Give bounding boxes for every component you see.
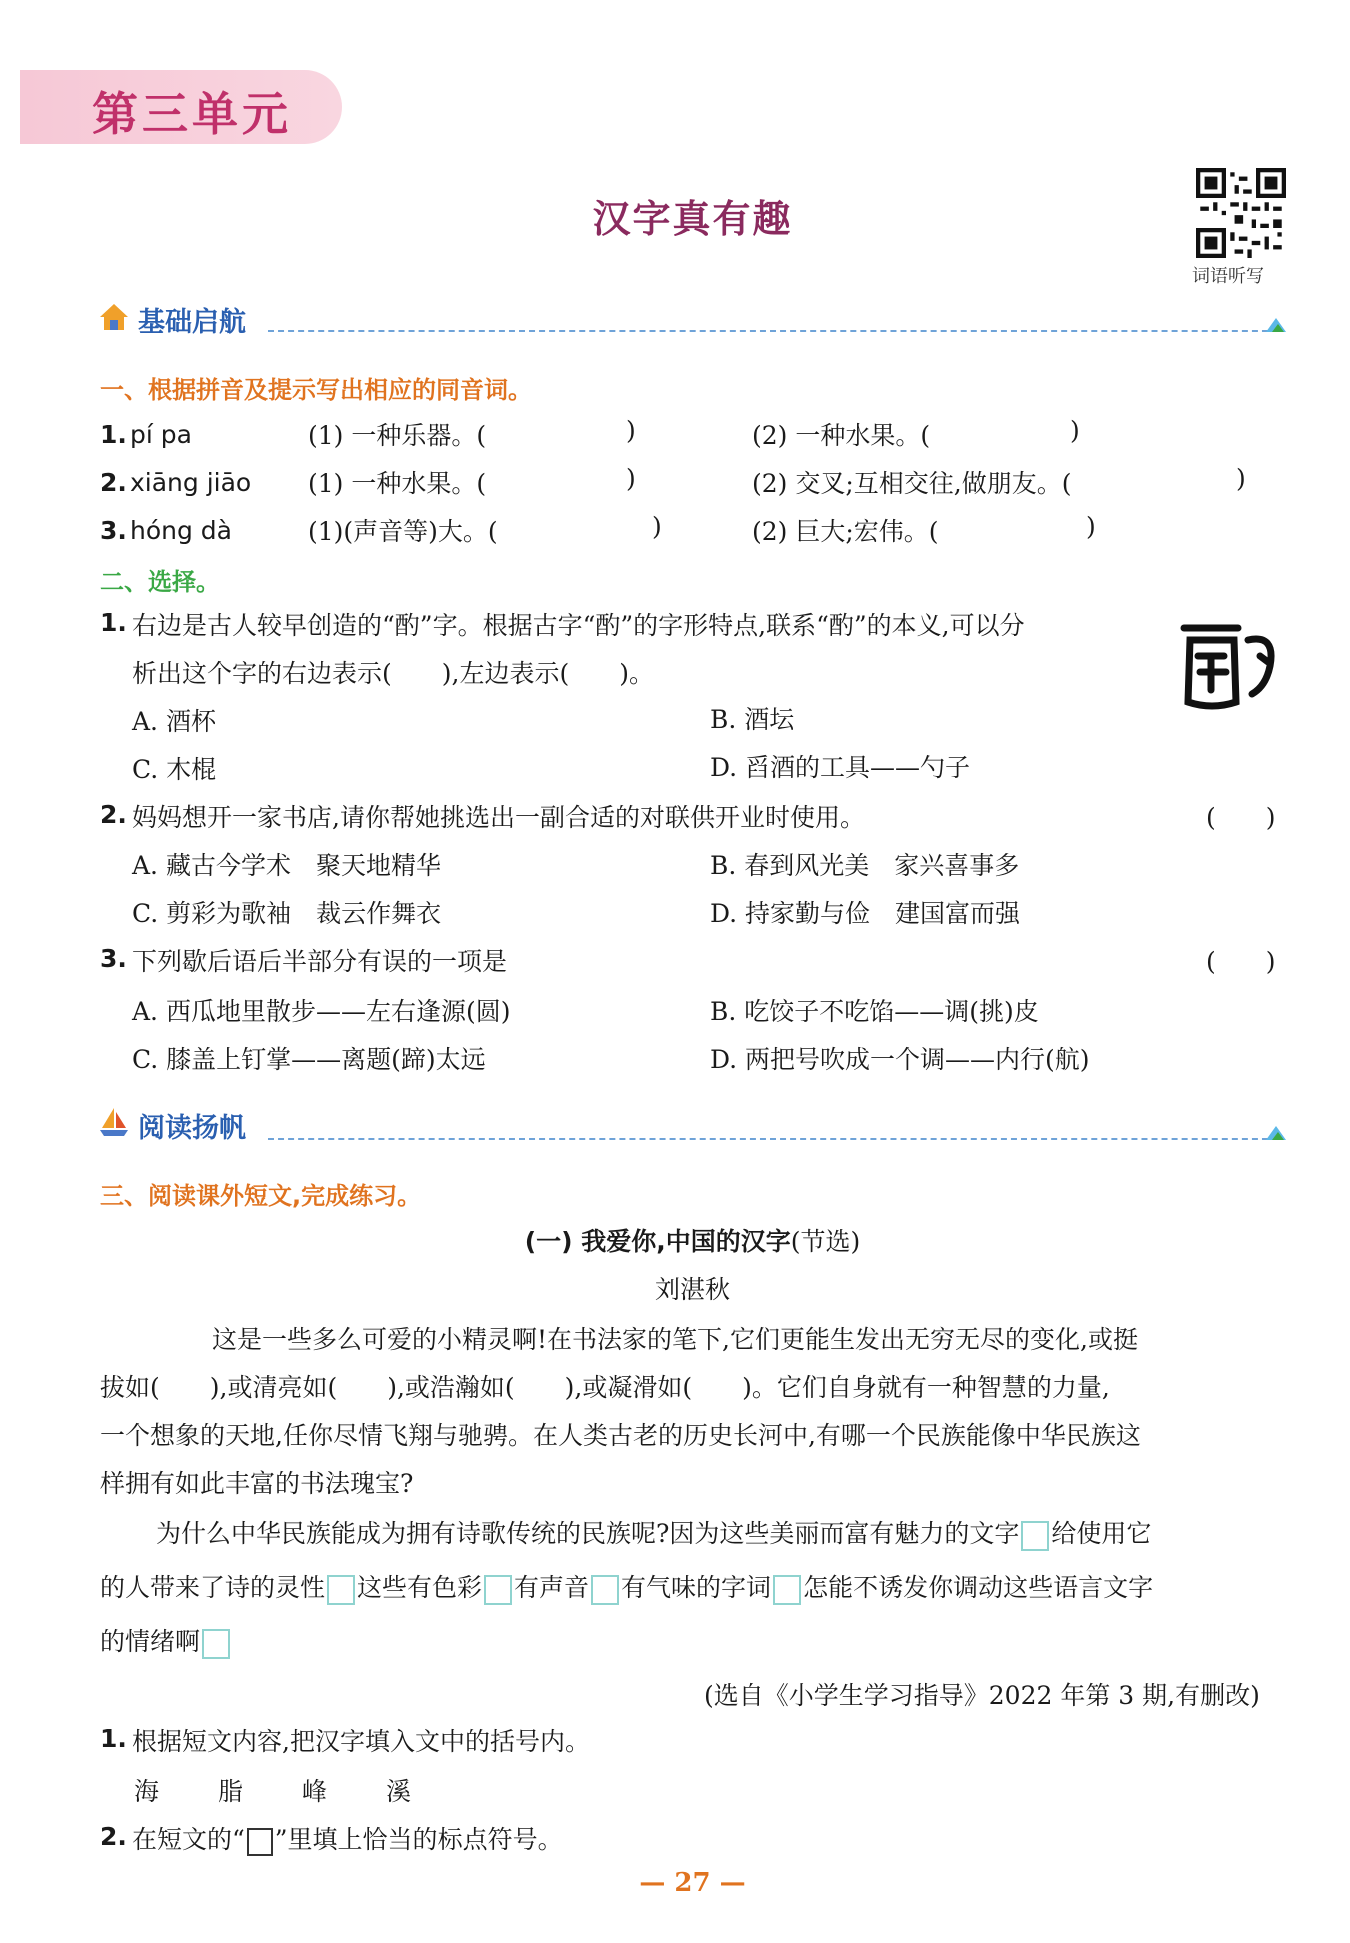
q-number: 1. — [100, 1724, 127, 1753]
lesson-title: 汉字真有趣 — [592, 197, 793, 241]
qr-code-icon[interactable] — [1196, 168, 1286, 258]
option-a[interactable]: A. 藏古今学术 聚天地精华 — [132, 851, 441, 880]
answer-bracket-end: ) — [652, 512, 662, 541]
punctuation-box[interactable] — [1021, 1521, 1049, 1551]
option-a[interactable]: A. 酒杯 — [132, 707, 216, 736]
punctuation-box[interactable] — [484, 1575, 512, 1605]
option-d[interactable]: D. 持家勤与俭 建国富而强 — [710, 899, 1021, 928]
passage-text: 这些有色彩 — [357, 1573, 483, 1602]
item-text: (1) 一种水果。( — [308, 469, 487, 498]
option-b[interactable]: B. 酒坛 — [710, 705, 795, 734]
section-reading-title: 阅读扬帆 — [138, 1113, 246, 1144]
passage-note: (节选) — [790, 1227, 861, 1256]
answer-bracket-end: ) — [1236, 464, 1246, 493]
pinyin: pí pa — [130, 420, 192, 449]
passage-text: 有气味的字词 — [621, 1573, 772, 1602]
page-number: — 27 — — [639, 1868, 746, 1898]
passage-line: 拔如( ),或清亮如( ),或浩瀚如( ),或凝滑如( )。它们自身就有一种智慧的力量, — [100, 1373, 1110, 1402]
item-text: (2) 交叉;互相交往,做朋友。( — [752, 469, 1072, 498]
passage-line — [100, 1622, 232, 1659]
q-number: 2. — [100, 468, 127, 497]
q-number: 2. — [100, 1822, 127, 1851]
part3-heading: 三、阅读课外短文,完成练习。 — [100, 1182, 422, 1210]
punctuation-box[interactable] — [591, 1575, 619, 1605]
option-b[interactable]: B. 吃饺子不吃馅——调(挑)皮 — [710, 997, 1039, 1026]
option-d[interactable]: D. 两把号吹成一个调——内行(航) — [710, 1045, 1090, 1074]
punctuation-box[interactable] — [327, 1575, 355, 1605]
pinyin: hóng dà — [130, 516, 232, 545]
answer-bracket-end: ) — [1086, 512, 1096, 541]
passage-line: 这是一些多么可爱的小精灵啊!在书法家的笔下,它们更能生发出无穷无尽的变化,或挺 — [212, 1325, 1138, 1354]
word-option: 海 — [134, 1777, 160, 1806]
sailboat-icon — [98, 1106, 130, 1138]
passage-text: 有声音 — [514, 1573, 590, 1602]
option-a[interactable]: A. 西瓜地里散步——左右逢源(圆) — [132, 997, 511, 1026]
passage-line: 一个想象的天地,任你尽情飞翔与驰骋。在人类古老的历史长河中,有哪一个民族能像中华民族这 — [100, 1421, 1141, 1450]
q-number: 1. — [100, 420, 127, 449]
option-c[interactable]: C. 膝盖上钉掌——离题(蹄)太远 — [132, 1045, 486, 1074]
question-text: 析出这个字的右边表示( ),左边表示( )。 — [132, 659, 654, 688]
answer-bracket-end: ) — [626, 416, 636, 445]
item-text: (1) 一种乐器。( — [308, 421, 487, 450]
answer-bracket[interactable]: ( ) — [1206, 803, 1276, 832]
passage-line — [100, 1568, 1153, 1605]
answer-bracket-end: ) — [626, 464, 636, 493]
option-c[interactable]: C. 剪彩为歌袖 裁云作舞衣 — [132, 899, 442, 928]
option-d[interactable]: D. 舀酒的工具——勺子 — [710, 753, 971, 782]
q-number: 3. — [100, 944, 127, 973]
part1-heading: 一、根据拼音及提示写出相应的同音词。 — [100, 376, 532, 404]
question-text-part: 在短文的“ — [132, 1825, 245, 1854]
passage-text: 为什么中华民族能成为拥有诗歌传统的民族呢?因为这些美丽而富有魅力的文字 — [156, 1519, 1020, 1548]
unit-label: 第三单元 — [92, 87, 292, 141]
option-c[interactable]: C. 木棍 — [132, 755, 217, 784]
house-icon — [98, 302, 130, 332]
answer-bracket[interactable]: ( ) — [1206, 947, 1276, 976]
sail-tip-icon — [1264, 1122, 1288, 1142]
passage-text: 给使用它 — [1051, 1519, 1152, 1548]
blank-box-icon — [247, 1828, 273, 1856]
passage-text: 的人带来了诗的灵性 — [100, 1573, 326, 1602]
item-text: (1)(声音等)大。( — [308, 517, 498, 546]
item-text: (2) 一种水果。( — [752, 421, 931, 450]
passage-text: 的情绪啊 — [100, 1627, 201, 1656]
section-divider — [268, 330, 1278, 332]
item-text: (2) 巨大;宏伟。( — [752, 517, 939, 546]
pinyin: xiāng jiāo — [130, 468, 252, 497]
qr-label: 词语听写 — [1192, 266, 1264, 287]
word-option: 峰 — [302, 1777, 328, 1806]
passage-title-line — [0, 1222, 1350, 1258]
answer-bracket-end: ) — [1070, 416, 1080, 445]
question-text: 下列歇后语后半部分有误的一项是 — [132, 947, 508, 976]
sail-tip-icon — [1264, 314, 1288, 334]
punctuation-box[interactable] — [202, 1629, 230, 1659]
word-option: 溪 — [386, 1777, 412, 1806]
question-text: 妈妈想开一家书店,请你帮她挑选出一副合适的对联供开业时使用。 — [132, 803, 865, 832]
question-text — [132, 1820, 563, 1856]
q-number: 3. — [100, 516, 127, 545]
question-text-part: ”里填上恰当的标点符号。 — [274, 1825, 563, 1854]
q-number: 2. — [100, 800, 127, 829]
punctuation-box[interactable] — [773, 1575, 801, 1605]
section-basics-title: 基础启航 — [138, 307, 246, 338]
passage-line — [156, 1514, 1151, 1551]
question-text: 右边是古人较早创造的“酌”字。根据古字“酌”的字形特点,联系“酌”的本义,可以分 — [132, 611, 1025, 640]
passage-author: 刘湛秋 — [654, 1275, 730, 1304]
q-number: 1. — [100, 608, 127, 637]
passage-text: 怎能不诱发你调动这些语言文字 — [803, 1573, 1154, 1602]
part2-heading: 二、选择。 — [100, 568, 220, 596]
passage-source: (选自《小学生学习指导》2022 年第 3 期,有删改) — [704, 1681, 1260, 1710]
section-divider — [268, 1138, 1278, 1140]
passage-line: 样拥有如此丰富的书法瑰宝? — [100, 1469, 414, 1498]
option-b[interactable]: B. 春到风光美 家兴喜事多 — [710, 851, 1020, 880]
word-option: 脂 — [218, 1777, 244, 1806]
passage-title: (一) 我爱你,中国的汉字 — [524, 1227, 791, 1256]
ancient-zhuo-character-image — [1176, 610, 1288, 720]
question-text: 根据短文内容,把汉字填入文中的括号内。 — [132, 1727, 590, 1756]
